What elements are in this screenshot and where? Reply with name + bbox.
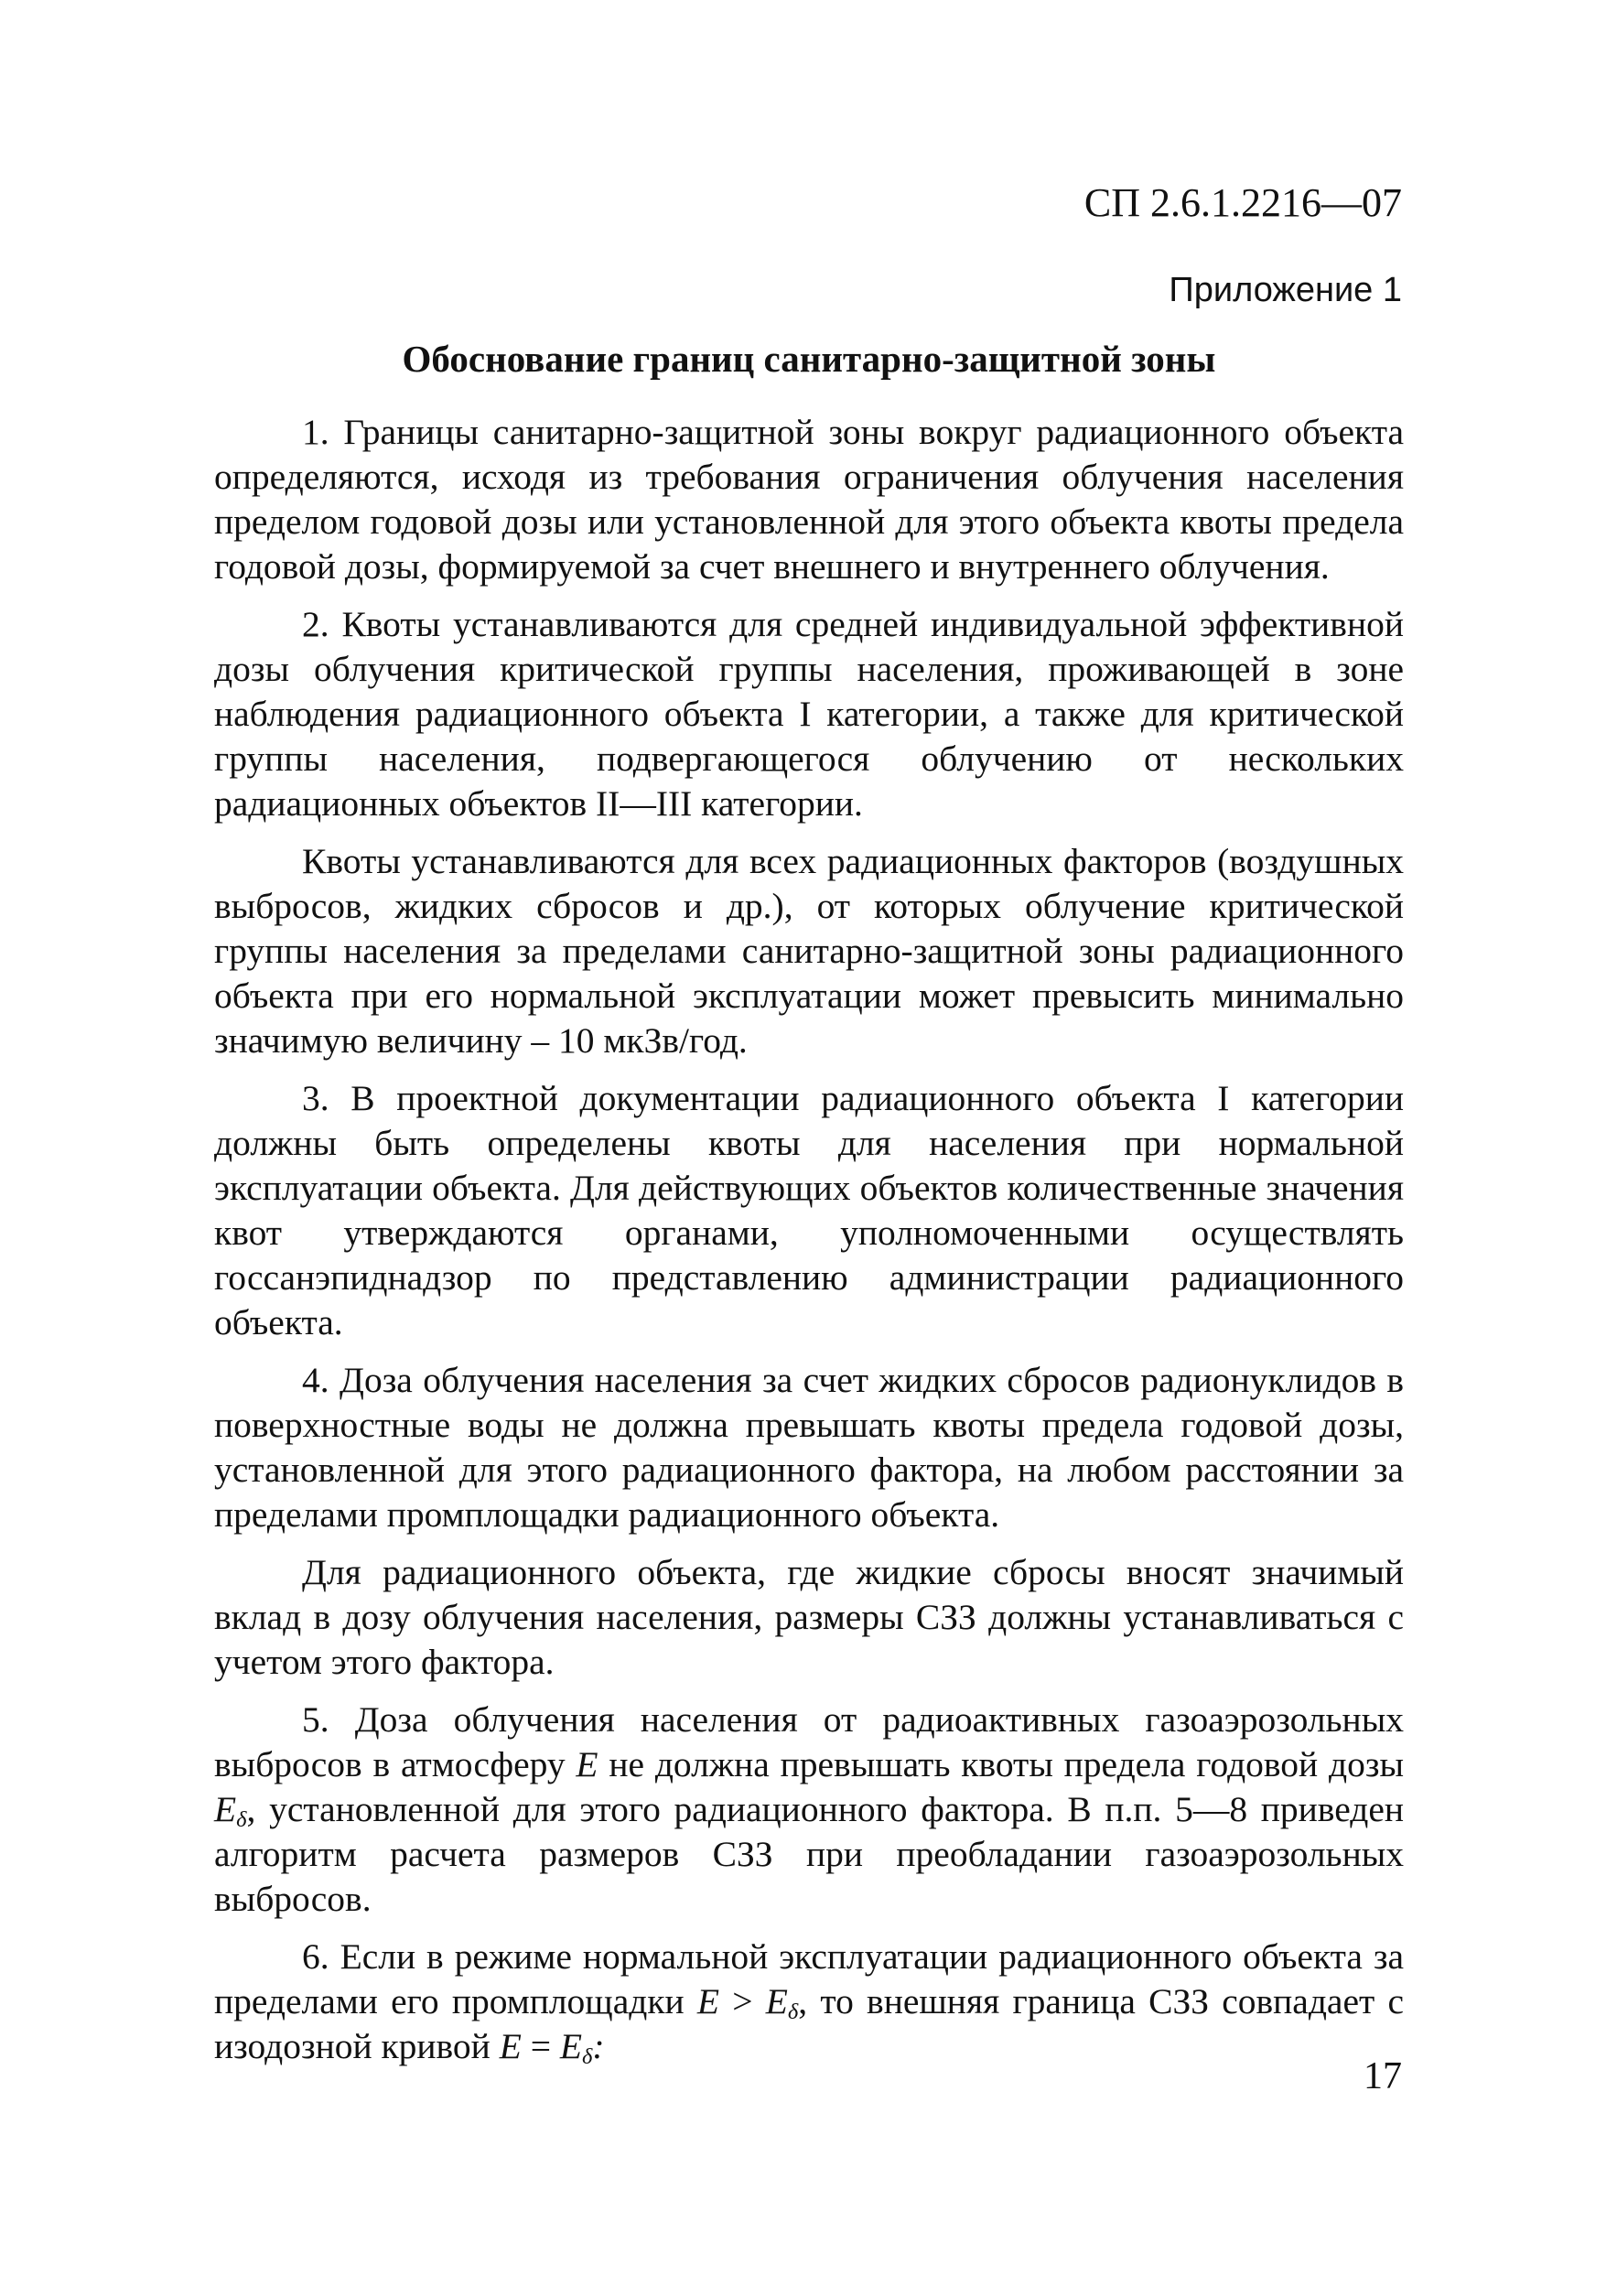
- delta-subscript: δ: [582, 2044, 593, 2070]
- paragraph-5-text-a: 5. Доза облучения населения от радиоактивных газоаэрозольных выбросов в атмосферу: [214, 1699, 1404, 1784]
- paragraph-5: [214, 1698, 1404, 1922]
- variable-e-delta-base: E: [765, 1981, 788, 2021]
- variable-e-delta: [765, 1981, 799, 2025]
- variable-e-delta-base: E: [214, 1789, 237, 1829]
- document-code: СП 2.6.1.2216—07: [1083, 180, 1402, 225]
- page-title: Обоснование границ санитарно-защитной зоны: [402, 338, 1216, 380]
- variable-e-delta: [559, 2026, 593, 2070]
- variable-e-delta: [214, 1789, 247, 1833]
- paragraph-2-continued: Квоты устанавливаются для всех радиационных факторов (воздушных выбросов, жидких сбросов и др.), от которых облучение критической группы населения за пределами санитарно-защитной зоны радиационного объекта при его нормальной эксплуатации может превысить минимально значимую величину – 10 мкЗв/год.: [214, 841, 1404, 1061]
- appendix-label: Приложение 1: [1169, 271, 1402, 309]
- paragraph-4-continued: Для радиационного объекта, где жидкие сбросы вносят значимый вклад в дозу облучения населения, размеры СЗЗ должны устанавливаться с учетом этого фактора.: [214, 1552, 1404, 1682]
- variable-e: E: [576, 1744, 598, 1784]
- paragraph-5-text-c: , установленной для этого радиационного фактора. В п.п. 5—8 приведен алгоритм расчета размеров СЗЗ при преобладании газоаэрозольных выбросов.: [214, 1789, 1404, 1919]
- paragraph-5-text-b: не должна превышать квоты предела годовой дозы: [598, 1744, 1404, 1784]
- paragraph-6-colon: :: [592, 2026, 605, 2066]
- paragraph-6-text-a: 6. Если в режиме нормальной эксплуатации радиационного объекта за пределами его промплощадки: [214, 1936, 1404, 2021]
- paragraph-1: 1. Границы санитарно-защитной зоны вокруг радиационного объекта определяются, исходя из требования ограничения облучения населения пределом годовой дозы или установленной для этого объекта квоты предела годовой дозы, формируемой за счет внешнего и внутреннего облучения.: [214, 412, 1404, 587]
- delta-subscript: δ: [787, 2000, 799, 2025]
- body-text: [214, 410, 1404, 2082]
- paragraph-6-text-b: , то внешняя граница СЗЗ совпадает с изодозной кривой: [214, 1981, 1405, 2066]
- operator-greater-than: >: [719, 1981, 766, 2021]
- paragraph-4: 4. Доза облучения населения за счет жидких сбросов радионуклидов в поверхностные воды не должна превышать квоты предела годовой дозы, установленной для этого радиационного фактора, на любом расстоянии за пределами промплощадки радиационного объекта.: [214, 1360, 1404, 1535]
- page-number: 17: [1364, 2055, 1402, 2097]
- variable-e: E: [696, 1981, 720, 2021]
- paragraph-3: 3. В проектной документации радиационного объекта I категории должны быть определены квоты для населения при нормальной эксплуатации объекта. Для действующих объектов количественные значения квот утверждаются органами, уполномоченными осуществлять госсанэпиднадзор по представлению администрации радиационного объекта.: [214, 1078, 1404, 1342]
- delta-subscript: δ: [236, 1807, 247, 1833]
- variable-e-delta-base: E: [559, 2026, 583, 2066]
- paragraph-6: [214, 1935, 1404, 2069]
- operator-equals: =: [521, 2026, 560, 2066]
- variable-e: E: [499, 2026, 522, 2066]
- paragraph-2: 2. Квоты устанавливаются для средней индивидуальной эффективной дозы облучения критической группы населения, проживающей в зоне наблюдения радиационного объекта I категории, а также для критической группы населения, подвергающегося облучению от нескольких радиационных объектов II—III категории.: [214, 604, 1404, 824]
